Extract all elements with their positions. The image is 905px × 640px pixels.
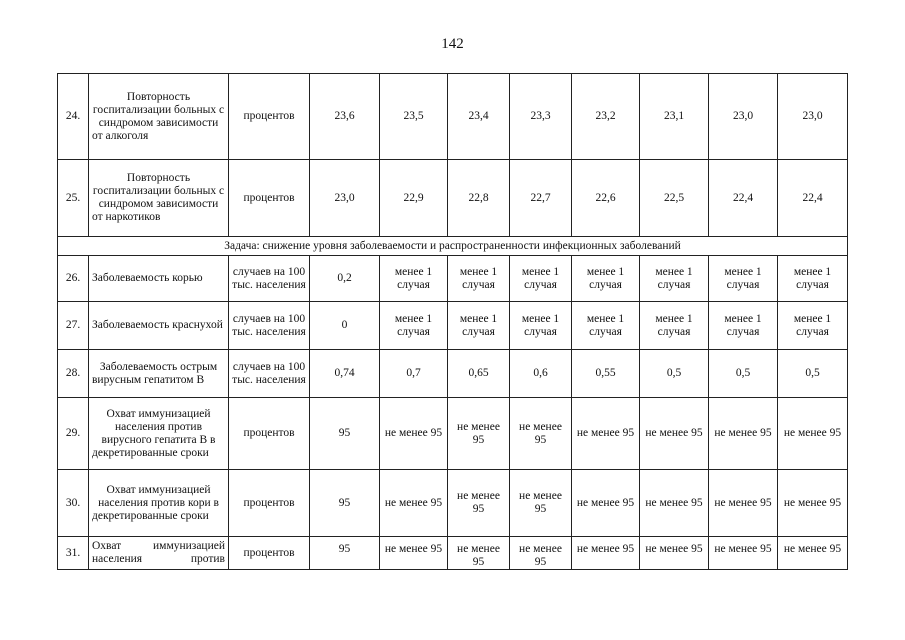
task-row (58, 237, 848, 256)
value-cell: не менее 95 (572, 470, 640, 537)
value-cell: менее 1 случая (380, 302, 448, 350)
value-cell: не менее 95 (448, 470, 510, 537)
unit-cell: процентов (229, 398, 310, 470)
table-row (58, 350, 848, 398)
value-cell: не менее 95 (448, 537, 510, 570)
value-cell: не менее 95 (572, 537, 640, 570)
row-number: 27. (58, 302, 89, 350)
value-cell: не менее 95 (640, 470, 709, 537)
value-cell: 95 (310, 537, 380, 570)
value-cell: 0,74 (310, 350, 380, 398)
value-cell: 0,65 (448, 350, 510, 398)
task-heading: Задача: снижение уровня заболеваемости и распространенности инфекционных заболеваний (58, 237, 848, 256)
value-cell: не менее 95 (778, 537, 848, 570)
value-cell: менее 1 случая (709, 302, 778, 350)
value-cell: менее 1 случая (572, 302, 640, 350)
table-row (58, 302, 848, 350)
indicator-name: Заболеваемость краснухой (89, 302, 229, 350)
value-cell: не менее 95 (510, 537, 572, 570)
value-cell: не менее 95 (709, 398, 778, 470)
value-cell: менее 1 случая (778, 256, 848, 302)
indicator-name: Заболеваемость корью (89, 256, 229, 302)
value-cell: не менее 95 (709, 537, 778, 570)
value-cell: 23,2 (572, 74, 640, 160)
value-cell: 22,4 (778, 160, 848, 237)
row-number: 25. (58, 160, 89, 237)
indicator-name: Повторность госпитализации больных с синдромом зависимости от наркотиков (89, 160, 229, 237)
value-cell: не менее 95 (510, 470, 572, 537)
unit-cell: процентов (229, 537, 310, 570)
value-cell: менее 1 случая (640, 302, 709, 350)
unit-cell: случаев на 100 тыс. населения (229, 256, 310, 302)
value-cell: не менее 95 (380, 537, 448, 570)
value-cell: менее 1 случая (448, 256, 510, 302)
value-cell: 0 (310, 302, 380, 350)
value-cell: 95 (310, 470, 380, 537)
indicator-name: Охват иммунизацией населения против (89, 537, 229, 570)
table-row (58, 256, 848, 302)
unit-cell: процентов (229, 470, 310, 537)
value-cell: не менее 95 (572, 398, 640, 470)
value-cell: 0,2 (310, 256, 380, 302)
indicator-name: Заболеваемость острым вирусным гепатитом В (89, 350, 229, 398)
value-cell: менее 1 случая (510, 302, 572, 350)
value-cell: менее 1 случая (778, 302, 848, 350)
indicator-name: Охват иммунизацией населения против вирусного гепатита В в декретированные сроки (89, 398, 229, 470)
value-cell: не менее 95 (640, 398, 709, 470)
value-cell: не менее 95 (640, 537, 709, 570)
value-cell: не менее 95 (778, 398, 848, 470)
value-cell: 95 (310, 398, 380, 470)
value-cell: 22,4 (709, 160, 778, 237)
value-cell: 23,1 (640, 74, 709, 160)
table-row (58, 160, 848, 237)
value-cell: менее 1 случая (572, 256, 640, 302)
value-cell: 0,6 (510, 350, 572, 398)
row-number: 28. (58, 350, 89, 398)
value-cell: 23,3 (510, 74, 572, 160)
value-cell: 0,7 (380, 350, 448, 398)
value-cell: 22,8 (448, 160, 510, 237)
value-cell: не менее 95 (380, 398, 448, 470)
value-cell: 0,5 (778, 350, 848, 398)
value-cell: 23,4 (448, 74, 510, 160)
value-cell: менее 1 случая (709, 256, 778, 302)
unit-cell: процентов (229, 160, 310, 237)
value-cell: не менее 95 (448, 398, 510, 470)
indicator-name: Охват иммунизацией населения против кори в декретированные сроки (89, 470, 229, 537)
value-cell: 22,6 (572, 160, 640, 237)
table-row (58, 537, 848, 570)
unit-cell: случаев на 100 тыс. населения (229, 302, 310, 350)
row-number: 31. (58, 537, 89, 570)
value-cell: 23,0 (778, 74, 848, 160)
value-cell: не менее 95 (709, 470, 778, 537)
value-cell: 22,7 (510, 160, 572, 237)
row-number: 29. (58, 398, 89, 470)
value-cell: 0,5 (709, 350, 778, 398)
value-cell: менее 1 случая (380, 256, 448, 302)
row-number: 26. (58, 256, 89, 302)
indicators-table (57, 73, 848, 570)
value-cell: не менее 95 (778, 470, 848, 537)
value-cell: 23,5 (380, 74, 448, 160)
value-cell: менее 1 случая (448, 302, 510, 350)
table-row (58, 470, 848, 537)
row-number: 30. (58, 470, 89, 537)
value-cell: 22,9 (380, 160, 448, 237)
row-number: 24. (58, 74, 89, 160)
value-cell: 22,5 (640, 160, 709, 237)
table-row (58, 74, 848, 160)
page-number: 142 (441, 36, 464, 52)
value-cell: 23,0 (310, 160, 380, 237)
indicator-name: Повторность госпитализации больных с синдромом зависимости от алкоголя (89, 74, 229, 160)
value-cell: 0,5 (640, 350, 709, 398)
value-cell: не менее 95 (380, 470, 448, 537)
value-cell: менее 1 случая (640, 256, 709, 302)
value-cell: 0,55 (572, 350, 640, 398)
value-cell: 23,6 (310, 74, 380, 160)
value-cell: менее 1 случая (510, 256, 572, 302)
value-cell: не менее 95 (510, 398, 572, 470)
table-row (58, 398, 848, 470)
value-cell: 23,0 (709, 74, 778, 160)
unit-cell: процентов (229, 74, 310, 160)
unit-cell: случаев на 100 тыс. населения (229, 350, 310, 398)
